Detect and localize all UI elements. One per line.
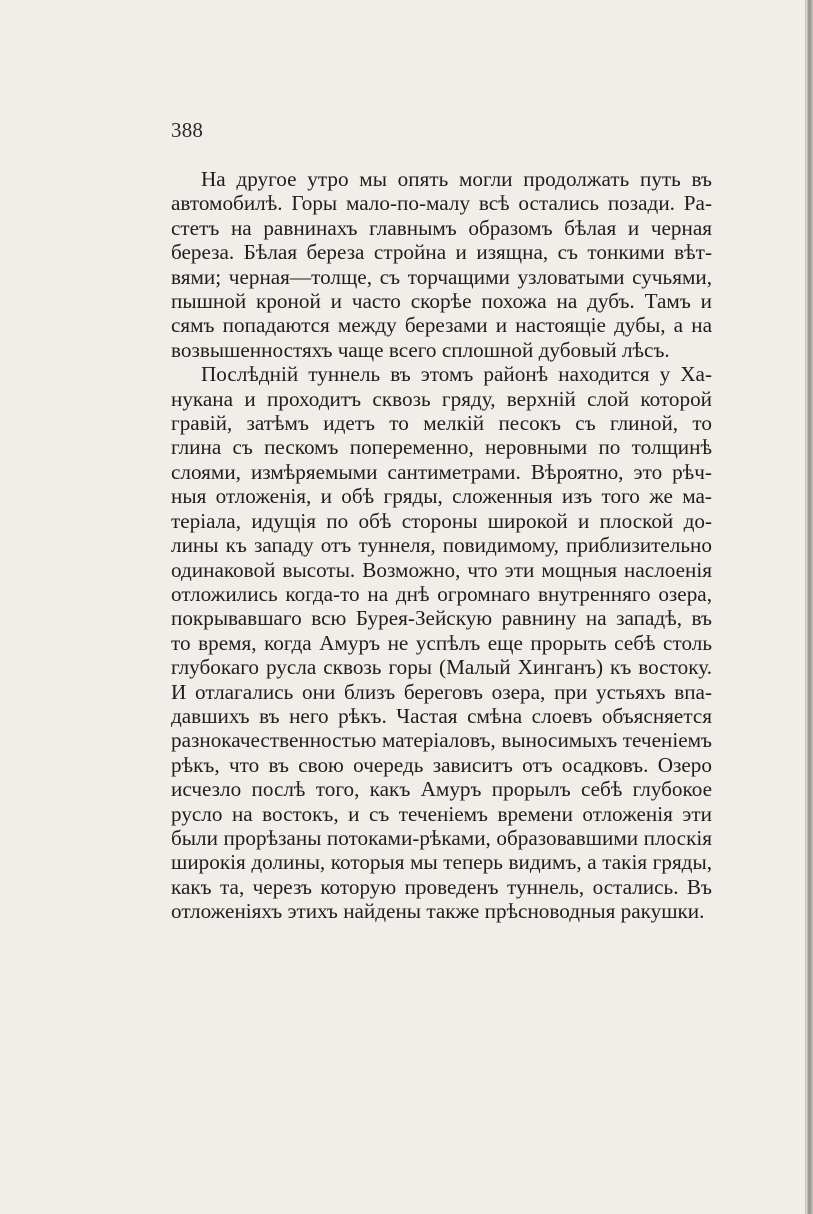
text-line: какъ та, черезъ которую проведенъ туннель, остались. Въ — [171, 874, 712, 899]
text-line: глубокаго русла сквозь горы (Малый Хинганъ) къ востоку. — [171, 655, 712, 680]
text-line: гравій, затѣмъ идетъ то мелкій песокъ съ глиной, то — [171, 411, 712, 436]
text-line: одинаковой высоты. Возможно, что эти мощныя наслоенія — [171, 557, 712, 582]
text-line: исчезло послѣ того, какъ Амуръ прорылъ себѣ глубокое — [171, 777, 712, 802]
text-line: На другое утро мы опять могли продолжать путь въ — [201, 167, 712, 191]
text-line: широкія долины, которыя мы теперь видимъ, а такія гряды, — [171, 850, 712, 875]
page-edge — [806, 0, 813, 1214]
text-line: разнокачественностью матеріаловъ, выносимыхъ теченіемъ — [171, 728, 712, 753]
text-line: ныя отложенія, и обѣ гряды, сложенныя изъ того же ма- — [171, 484, 712, 509]
text-line: то время, когда Амуръ не успѣлъ еще прорыть себѣ столь — [171, 630, 712, 655]
text-line: возвышенностяхъ чаще всего сплошной дубовый лѣсъ. — [171, 337, 670, 362]
text-line: береза. Бѣлая береза стройна и изящна, съ тонкими вѣт- — [171, 240, 712, 265]
text-line: лины къ западу отъ туннеля, повидимому, приблизительно — [171, 533, 712, 558]
text-line: сямъ попадаются между березами и настоящіе дубы, а на — [171, 313, 712, 338]
text-line: пышной кроной и часто скорѣе похожа на дубъ. Тамъ и — [171, 289, 712, 314]
text-line: покрывавшаго всю Бурея-Зейскую равнину на западѣ, въ — [171, 606, 712, 631]
page-number: 388 — [171, 118, 204, 142]
text-line: русло на востокъ, и съ теченіемъ времени отложенія эти — [171, 801, 712, 826]
text-line: были прорѣзаны потоками-рѣками, образовавшими плоскія — [171, 825, 712, 850]
text-line: слоями, измѣряемыми сантиметрами. Вѣроятно, это рѣч- — [171, 459, 712, 484]
text-line: Послѣдній туннель въ этомъ районѣ находится у Ха- — [201, 362, 712, 387]
text-line: нукана и проходитъ сквозь гряду, верхній слой которой — [171, 386, 712, 411]
text-line: глина съ пескомъ попеременно, неровными по толщинѣ — [171, 435, 712, 460]
text-line: автомобилѣ. Горы мало-по-малу всѣ остались позади. Ра- — [171, 191, 712, 216]
text-line: отложились когда-то на днѣ огромнаго внутренняго озера, — [171, 581, 712, 606]
text-line: И отлагались они близъ береговъ озера, при устьяхъ впа- — [171, 679, 712, 704]
text-line: давшихъ въ него рѣкъ. Частая смѣна слоевъ объясняется — [171, 703, 712, 728]
text-line: теріала, идущія по обѣ стороны широкой и плоской до- — [171, 508, 712, 533]
text-line: отложеніяхъ этихъ найдены также прѣсноводныя ракушки. — [171, 899, 705, 924]
page-text — [171, 167, 712, 924]
text-line: стетъ на равнинахъ главнымъ образомъ бѣлая и черная — [171, 215, 712, 240]
text-line: вями; черная—толще, съ торчащими узловатыми сучьями, — [171, 264, 712, 289]
text-line: рѣкъ, что въ свою очередь зависитъ отъ осадковъ. Озеро — [171, 752, 712, 777]
